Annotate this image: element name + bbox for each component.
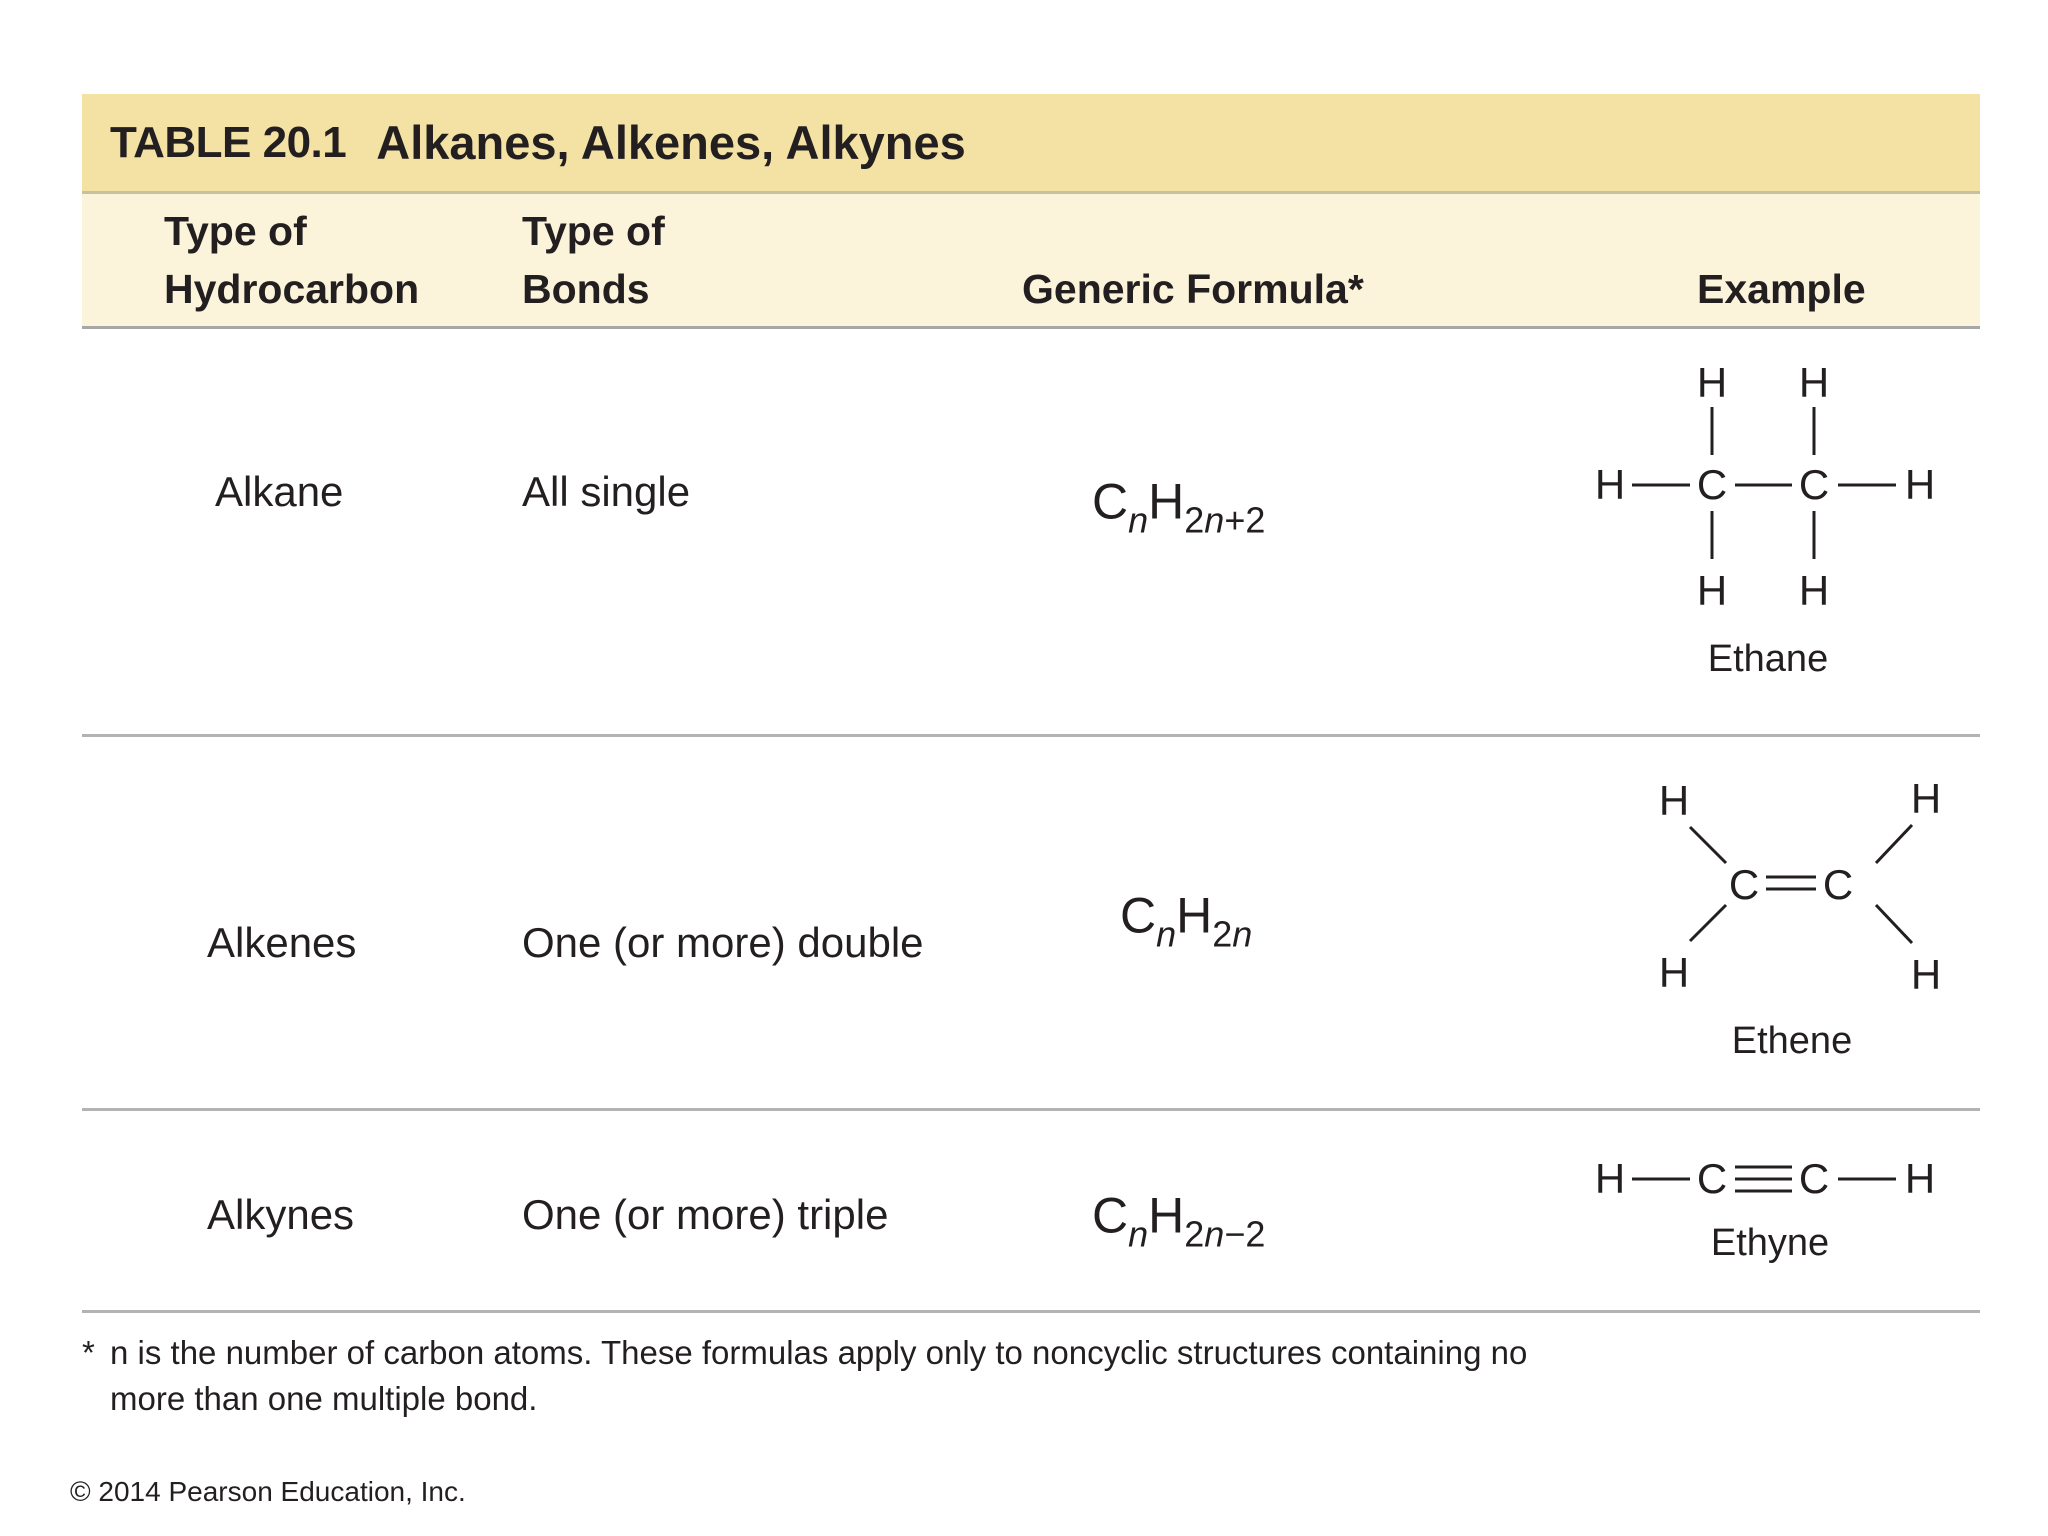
header-type-of-bonds	[522, 202, 665, 318]
example-name: Ethene	[1731, 1020, 1853, 1062]
table-row	[82, 737, 1980, 1111]
cell-hydrocarbon: Alkenes	[207, 919, 357, 966]
cell-bonds: All single	[522, 468, 691, 515]
svg-text:H: H	[1910, 951, 1942, 998]
table-label: TABLE 20.1	[110, 117, 347, 167]
header-line: Bonds	[522, 266, 650, 312]
ethene-structure	[1580, 767, 1960, 1107]
hydrocarbon-table	[82, 94, 1980, 1313]
example-name: Ethyne	[1710, 1222, 1830, 1264]
svg-text:H: H	[1658, 949, 1690, 996]
header-example: Example	[1697, 266, 1866, 312]
svg-text:H: H	[1798, 359, 1830, 406]
svg-text:C: C	[1822, 861, 1854, 908]
footnote-text: n is the number of carbon atoms. These formulas apply only to noncyclic structures containing no more than one multiple bond.	[110, 1334, 1528, 1417]
cell-formula: $C_nH_{2n-2}$	[1092, 1187, 1266, 1255]
footnote	[82, 1330, 1582, 1422]
table-row	[82, 1111, 1980, 1313]
table-title: Alkanes, Alkenes, Alkynes	[376, 116, 966, 169]
svg-text:H: H	[1910, 775, 1942, 822]
ethyne-structure	[1580, 1121, 1960, 1301]
header-line: Type of	[164, 208, 307, 254]
header-type-of-hydrocarbon	[164, 202, 419, 318]
svg-text:C: C	[1728, 861, 1760, 908]
svg-text:H: H	[1696, 567, 1728, 614]
cell-formula: $C_nH_{2n}$	[1120, 887, 1253, 955]
svg-text:C: C	[1798, 1155, 1830, 1202]
svg-text:H: H	[1696, 359, 1728, 406]
svg-text:C: C	[1798, 461, 1830, 508]
svg-text:H: H	[1798, 567, 1830, 614]
cell-formula: $C_nH_{2n+2}$	[1092, 473, 1266, 541]
footnote-marker: *	[82, 1334, 95, 1371]
svg-text:H: H	[1658, 777, 1690, 824]
table-row	[82, 329, 1980, 737]
header-line: Hydrocarbon	[164, 266, 420, 312]
example-name: Ethane	[1707, 638, 1829, 680]
header-generic-formula: Generic Formula*	[1022, 266, 1364, 312]
table-title-bar	[82, 94, 1980, 194]
svg-text:C: C	[1696, 1155, 1728, 1202]
cell-bonds: One (or more) double	[522, 919, 924, 966]
table-header-row	[82, 194, 1980, 329]
cell-hydrocarbon: Alkane	[215, 468, 344, 515]
svg-text:H: H	[1904, 461, 1936, 508]
copyright: © 2014 Pearson Education, Inc.	[70, 1476, 466, 1507]
header-line: Type of	[522, 208, 665, 254]
ethane-structure	[1580, 359, 1960, 729]
svg-text:H: H	[1904, 1155, 1936, 1202]
cell-hydrocarbon: Alkynes	[207, 1191, 355, 1238]
svg-text:H: H	[1594, 461, 1626, 508]
svg-text:C: C	[1696, 461, 1728, 508]
cell-bonds: One (or more) triple	[522, 1191, 889, 1238]
svg-text:H: H	[1594, 1155, 1626, 1202]
